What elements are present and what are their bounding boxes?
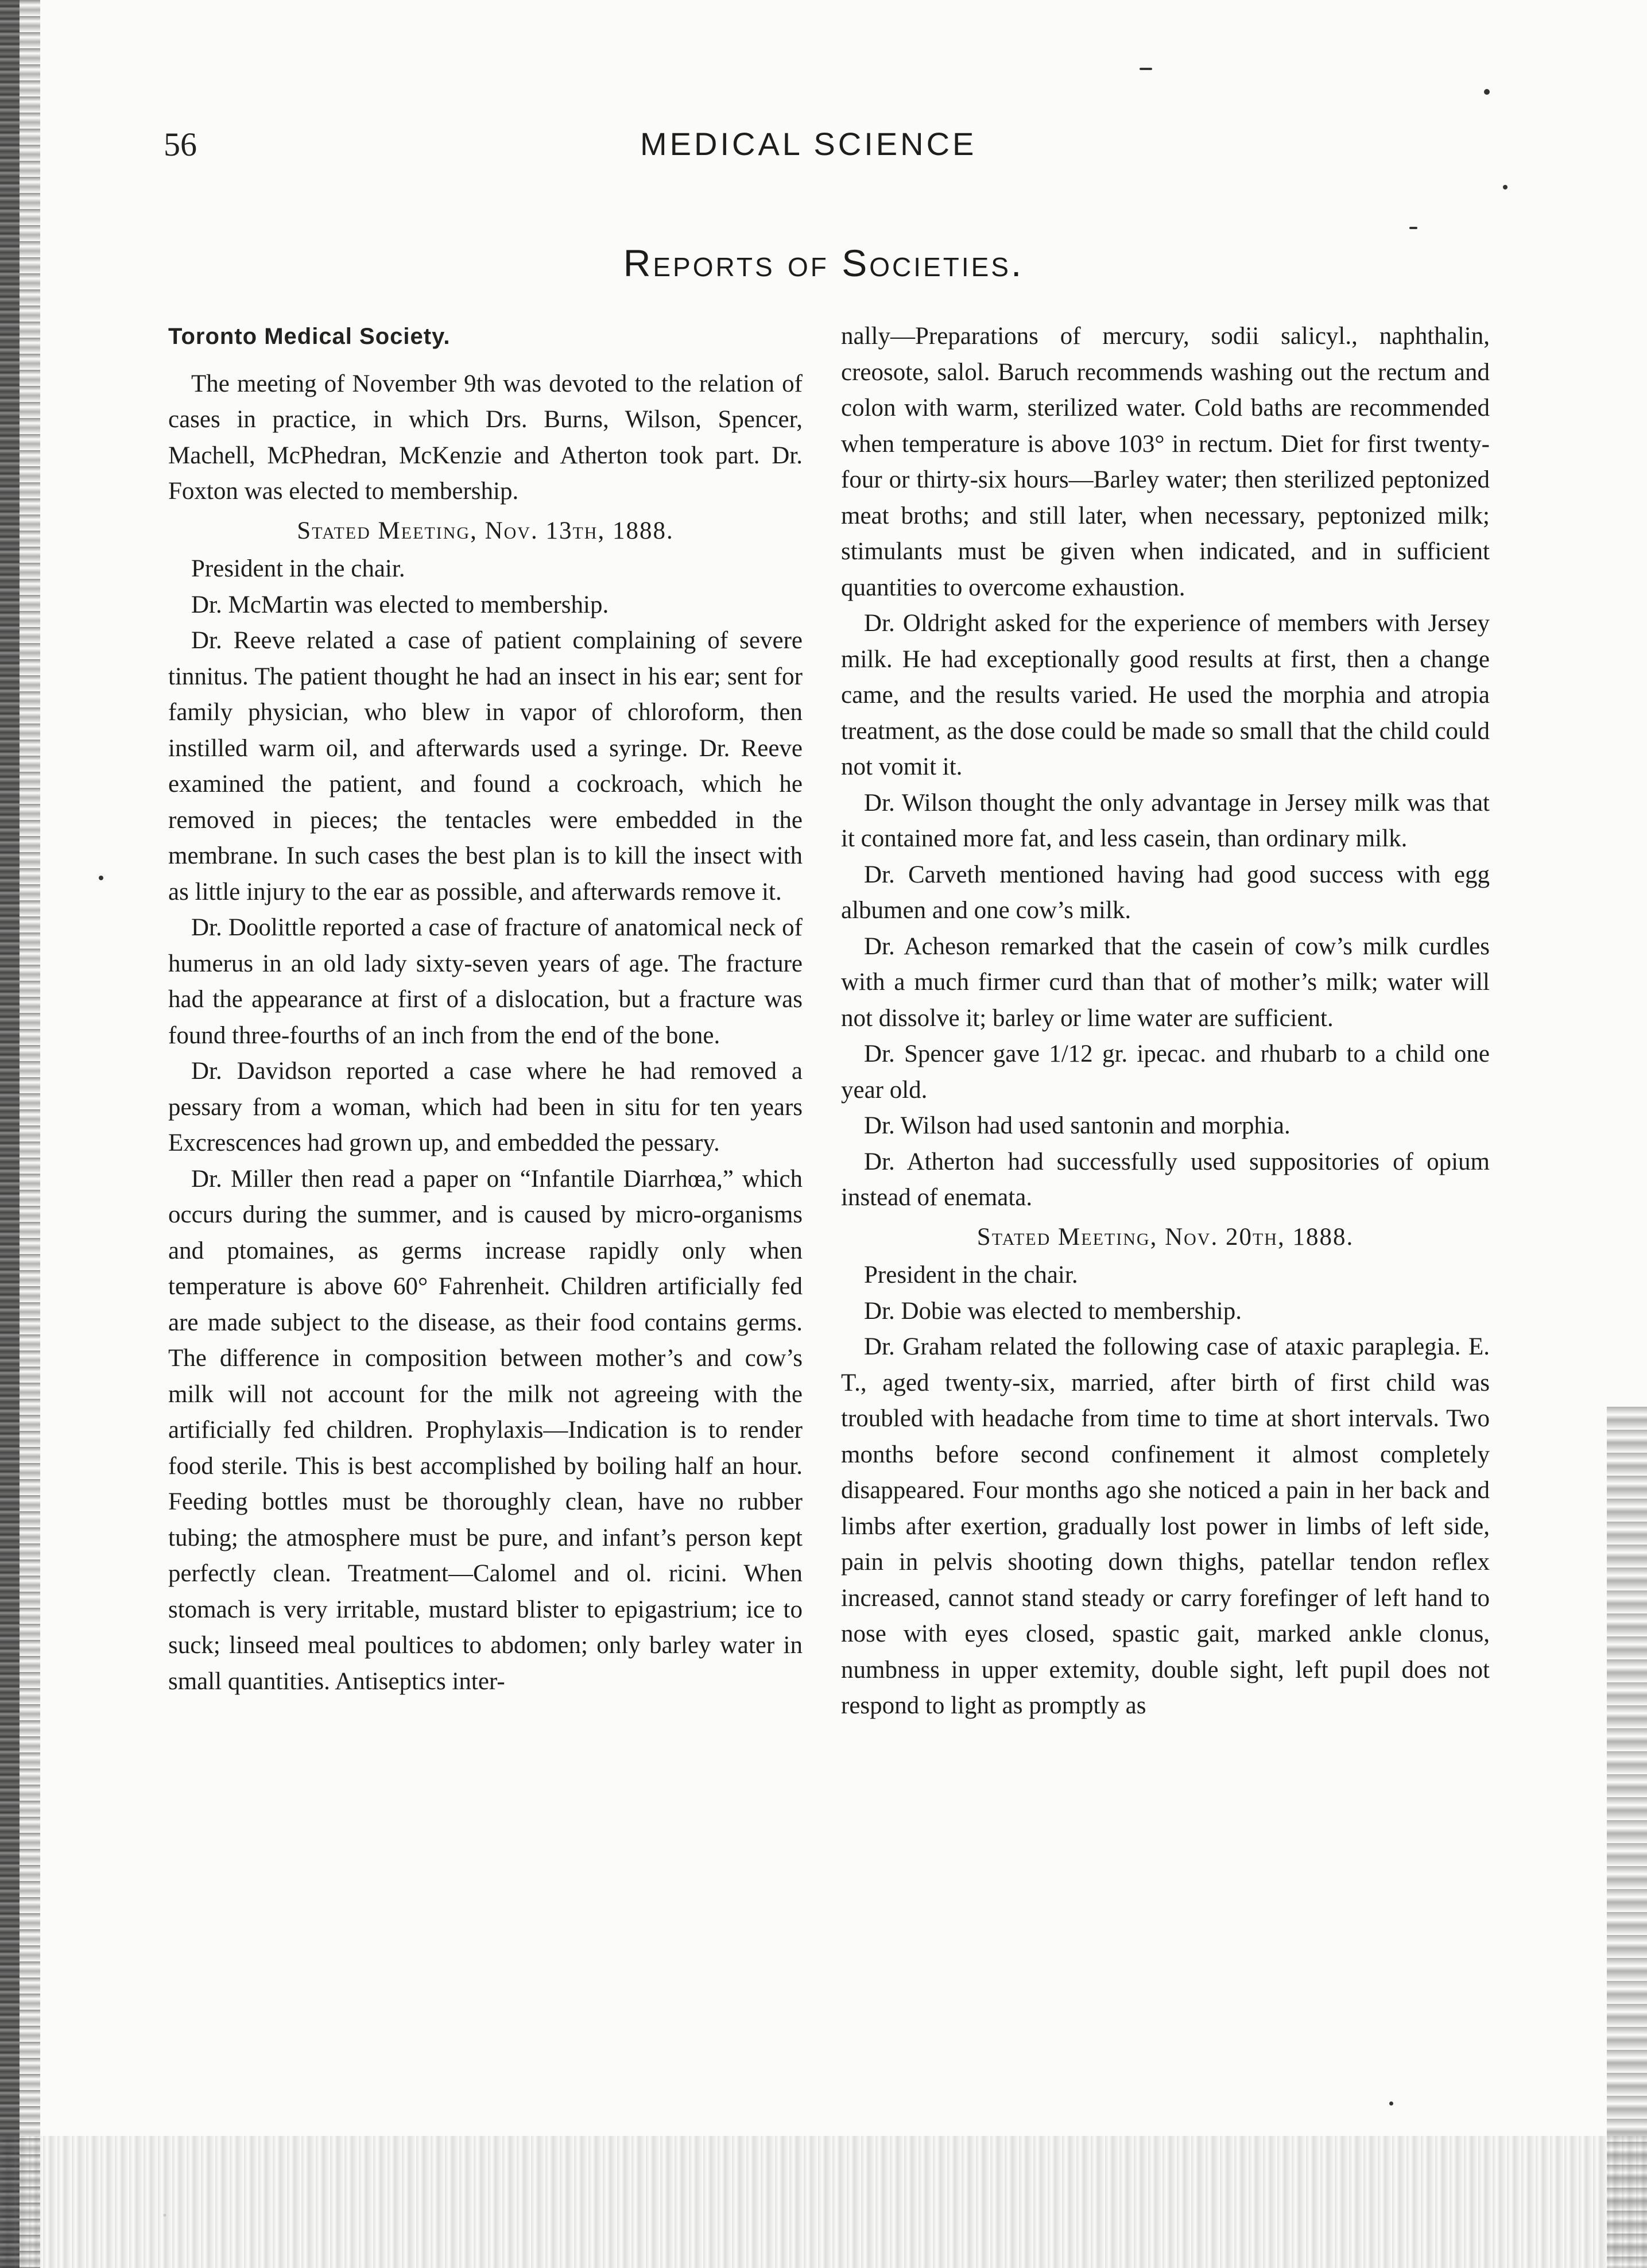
paragraph: Dr. Acheson remarked that the casein of cow’s milk curdles with a much firmer curd than that of mother’s milk; water will not dissolve it; barley or lime water are sufficient. <box>841 932 1490 1032</box>
paragraph: Dr. Atherton had successfully used suppositories of opium instead of enemata. <box>841 1148 1490 1211</box>
scan-speck <box>99 876 103 880</box>
paragraph: Dr. McMartin was elected to membership. <box>191 591 609 618</box>
paragraph: Dr. Wilson had used santonin and morphia. <box>864 1112 1291 1139</box>
scan-speck <box>1140 68 1152 70</box>
bottom-edge-scan-noise <box>0 2136 1647 2268</box>
paragraph: Dr. Doolittle reported a case of fracture of anatomical neck of humerus in an old lady sixty-seven years of age. The fracture had the appearance at first of a dislocation, but a fracture was found three-fourths of an inch from the end of the bone. <box>168 914 803 1049</box>
paragraph: Dr. Davidson reported a case where he had removed a pessary from a woman, which had been in situ for ten years Excrescences had grown up, and embedded the pessary. <box>168 1058 803 1156</box>
running-head <box>164 125 1484 171</box>
paragraph: Dr. Graham related the following case of ataxic paraplegia. E. T., aged twenty-six, married, after birth of first child was troubled with headache from time to time at short intervals. Two months before second confinement it almost completely disappeared. Four months ago she noticed a pain in her back and limbs after exertion, gradually lost power in limbs of left side, pain in pelvis shooting down thighs, patellar tendon reflex increased, cannot stand steady or carry forefinger of left hand to nose with eyes closed, spastic gait, marked ankle clonus, numbness in upper extemity, double sight, left pupil does not respond to light as promptly as <box>841 1333 1490 1719</box>
paragraph: Dr. Reeve related a case of patient complaining of severe tinnitus. The patient thought he had an insect in his ear; sent for family physician, who blew in vapor of chloroform, then instilled warm oil, and afterwards used a syringe. Dr. Reeve examined the patient, and found a cockroach, which he removed in pieces; the tentacles were embedded in the membrane. In such cases the best plan is to kill the insect with as little injury to the ear as possible, and afterwards remove it. <box>168 627 803 905</box>
journal-title: MEDICAL SCIENCE <box>640 126 977 162</box>
meeting-heading: Stated Meeting, Nov. 13th, 1888. <box>297 517 674 544</box>
right-column <box>841 319 1490 1724</box>
paragraph: Dr. Oldright asked for the experience of members with Jersey milk. He had exceptionally good results at first, then a change came, and the results varied. He used the morphia and atropia treatment, as the dose could be made so small that the child could not vomit it. <box>841 610 1490 780</box>
left-column <box>168 319 803 1700</box>
society-title: Toronto Medical Society. <box>168 324 451 349</box>
paragraph: President in the chair. <box>191 555 405 582</box>
paragraph: Dr. Miller then read a paper on “Infantile Diarrhœa,” which occurs during the summer, and is caused by micro-organisms and ptomaines, as germs increase rapidly only when temperature is above 60° Fahrenheit. Children artificially fed are made subject to the disease, as their food contains germs. The difference in composition between mother’s and cow’s milk will not account for the milk not agreeing with the artificially fed children. Prophylaxis—Indication is to render food sterile. This is best accomplished by boiling half an hour. Feeding bottles must be thoroughly clean, have no rubber tubing; the atmosphere must be pure, and infant’s person kept perfectly clean. Treatment—Calomel and ol. ricini. When stomach is very irritable, mustard blister to epigastrium; ice to suck; linseed meal poultices to abdomen; only barley water in small quantities. Antiseptics inter- <box>168 1165 803 1695</box>
paragraph: nally—Preparations of mercury, sodii salicyl., naphthalin, creosote, salol. Baruch recommends washing out the rectum and colon with warm, sterilized water. Cold baths are recommended when temperature is above 103° in rectum. Diet for first twenty-four or thirty-six hours—Barley water; then sterilized peptonized meat broths; and still later, when necessary, peptonized milk; stimulants must be given when indicated, and in sufficient quantities to overcome exhaustion. <box>841 323 1490 601</box>
page-number: 56 <box>164 126 197 163</box>
scan-speck <box>1503 185 1508 189</box>
paragraph: Dr. Carveth mentioned having had good success with egg albumen and one cow’s milk. <box>841 861 1490 924</box>
section-title: Reports of Societies. <box>623 242 1024 284</box>
scan-speck <box>1484 89 1490 95</box>
binding-edge-fade <box>20 0 40 2268</box>
paragraph: Dr. Wilson thought the only advantage in Jersey milk was that it contained more fat, and less casein, than ordinary milk. <box>841 789 1490 852</box>
paragraph: The meeting of November 9th was devoted to the relation of cases in practice, in which Drs. Burns, Wilson, Spencer, Machell, McPhedran, McKenzie and Atherton took part. Dr. Foxton was elected to membership. <box>168 370 803 505</box>
paragraph: Dr. Spencer gave 1/12 gr. ipecac. and rhubarb to a child one year old. <box>841 1040 1490 1104</box>
scan-speck <box>1389 2101 1393 2106</box>
paragraph: Dr. Dobie was elected to membership. <box>864 1297 1242 1325</box>
paragraph: President in the chair. <box>864 1261 1078 1288</box>
meeting-heading: Stated Meeting, Nov. 20th, 1888. <box>976 1223 1354 1251</box>
scan-speck <box>1409 227 1417 229</box>
binding-edge-shadow <box>0 0 20 2268</box>
